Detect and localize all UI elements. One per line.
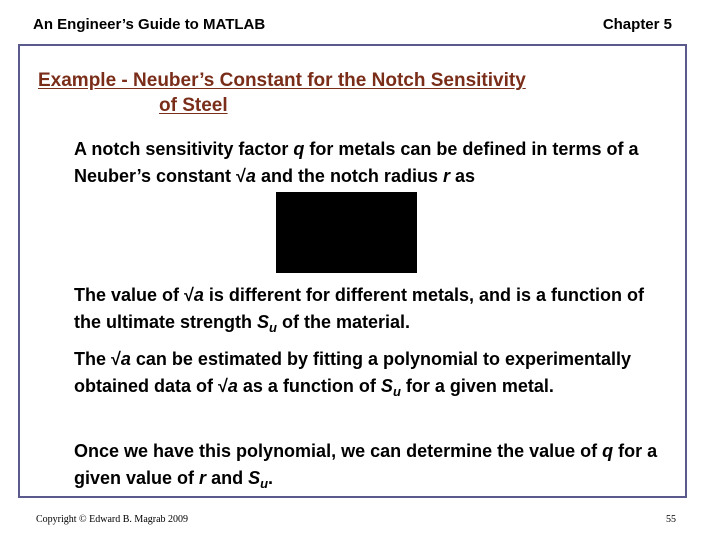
symbol-u: u	[260, 476, 269, 491]
symbol-S: S	[257, 312, 270, 332]
paragraph-definition: A notch sensitivity factor q for metals can be defined in terms of a Neuber’s constant √a and the notch radius r as	[74, 139, 639, 186]
symbol-S: S	[248, 468, 261, 488]
chapter-label: Chapter 5	[602, 16, 672, 33]
paragraph-polynomial: Once we have this polynomial, we can determine the value of q for a given value of r and $S_u$.	[74, 441, 658, 491]
paragraph-estimate: The √a can be estimated by fitting a polynomial to experimentally obtained data of √a as a function of $S_u$ for a given metal.	[74, 349, 632, 399]
equation-image	[276, 192, 417, 273]
symbol-r: r	[442, 166, 450, 186]
symbol-u: u	[392, 384, 401, 399]
symbol-a: a	[227, 376, 238, 396]
symbol-a: a	[245, 166, 256, 186]
slide-title	[38, 68, 678, 118]
copyright-text: Copyright © Edward B. Magrab 2009	[36, 514, 189, 525]
symbol-q: q	[293, 139, 305, 159]
symbol-q: q	[602, 441, 614, 461]
slide-title-line2: of Steel	[159, 95, 228, 116]
symbol-S: S	[380, 376, 393, 396]
symbol-r: r	[199, 468, 207, 488]
symbol-a: a	[193, 285, 204, 305]
symbol-a: a	[120, 349, 131, 369]
page-number: 55	[666, 514, 676, 525]
header-title: An Engineer’s Guide to MATLAB	[33, 16, 266, 33]
slide-title-line1: Example - Neuber’s Constant for the Notch Sensitivity	[38, 70, 526, 91]
paragraph-value: The value of √a is different for different metals, and is a function of the ultimate strength $S_u$ of the material.	[74, 285, 644, 335]
symbol-u: u	[269, 320, 277, 335]
